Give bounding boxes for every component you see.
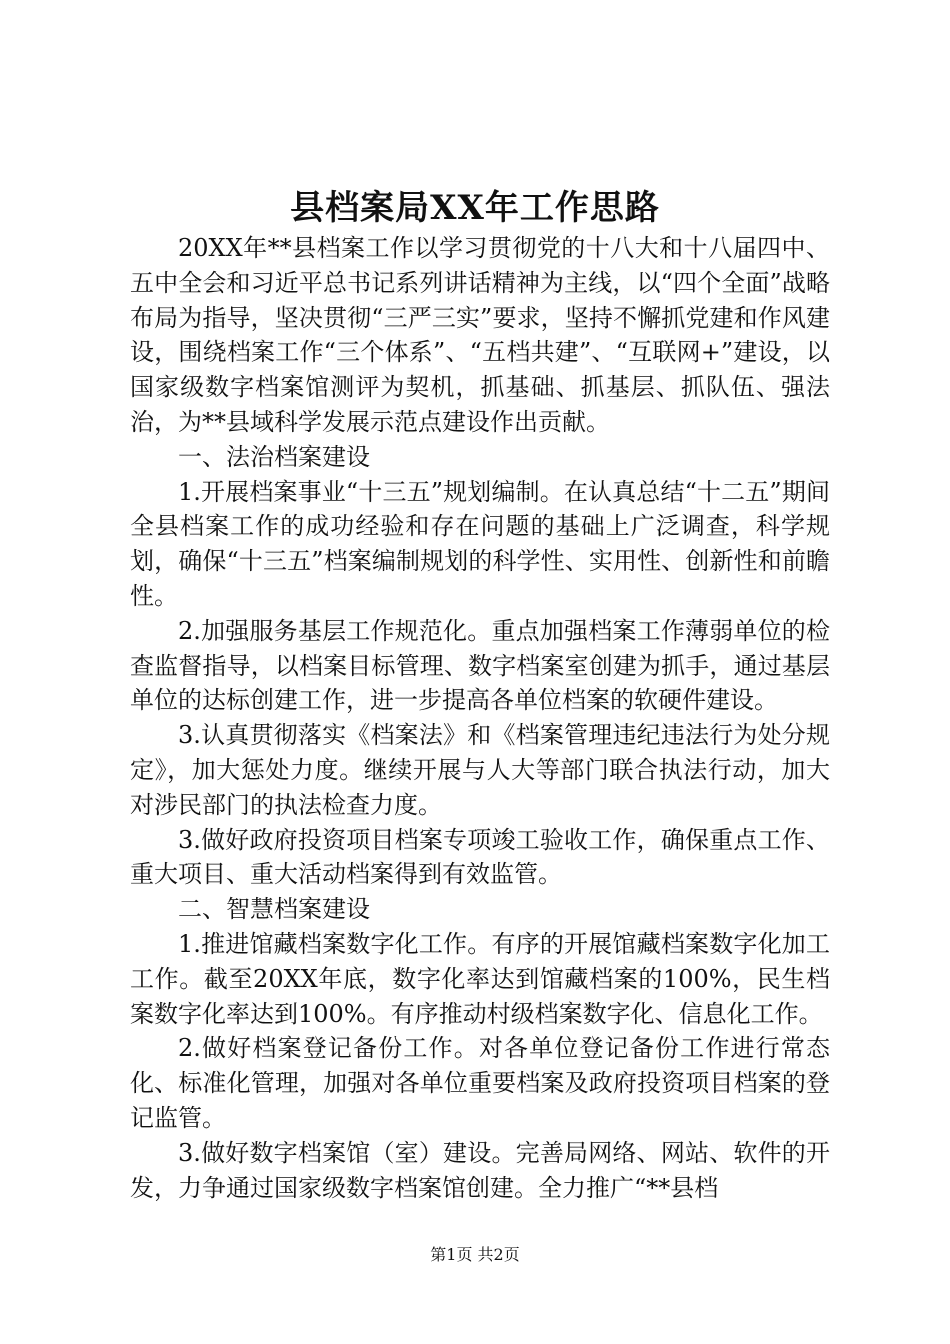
page-footer: 第1页 共2页 bbox=[430, 1245, 520, 1264]
section-heading-1: 一、法治档案建设 bbox=[178, 442, 370, 471]
document-body bbox=[130, 231, 830, 1205]
document-title: 县档案局XX年工作思路 bbox=[290, 188, 660, 228]
paragraph: 3.做好政府投资项目档案专项竣工验收工作，确保重点工作、重大项目、重大活动档案得到有效监管。 bbox=[130, 825, 830, 889]
paragraph: 3.做好数字档案馆（室）建设。完善局网络、网站、软件的开发，力争通过国家级数字档案馆创建。全力推广“**县档 bbox=[130, 1138, 830, 1202]
paragraph: 3.认真贯彻落实《档案法》和《档案管理违纪违法行为处分规定》，加大惩处力度。继续开展与人大等部门联合执法行动，加大对涉民部门的执法检查力度。 bbox=[130, 721, 830, 819]
paragraph: 1.推进馆藏档案数字化工作。有序的开展馆藏档案数字化加工工作。截至20XX年底，数字化率达到馆藏档案的100%，民生档案数字化率达到100%。有序推动村级档案数字化、信息化工作。 bbox=[130, 929, 830, 1028]
section-heading-2: 二、智慧档案建设 bbox=[178, 895, 370, 924]
paragraph: 2.加强服务基层工作规范化。重点加强档案工作薄弱单位的检查监督指导，以档案目标管理、数字档案室创建为抓手，通过基层单位的达标创建工作，进一步提高各单位档案的软硬件建设。 bbox=[130, 616, 830, 715]
paragraph: 1.开展档案事业“十三五”规划编制。在认真总结“十二五”期间全县档案工作的成功经验和存在问题的基础上广泛调查，科学规划，确保“十三五”档案编制规划的科学性、实用性、创新性和前瞻性。 bbox=[130, 477, 830, 610]
paragraph: 2.做好档案登记备份工作。对各单位登记备份工作进行常态化、标准化管理，加强对各单位重要档案及政府投资项目档案的登记监管。 bbox=[130, 1034, 830, 1132]
paragraph-intro: 20XX年**县档案工作以学习贯彻党的十八大和十八届四中、五中全会和习近平总书记系列讲话精神为主线，以“四个全面”战略布局为指导，坚决贯彻“三严三实”要求，坚持不懈抓党建和作风建设，围绕档案工作“三个体系”、“五档共建”、“互联网+”建设，以国家级数字档案馆测评为契机，抓基础、抓基层、抓队伍、强法治，为**县域科学发展示范点建设作出贡献。 bbox=[130, 234, 830, 436]
